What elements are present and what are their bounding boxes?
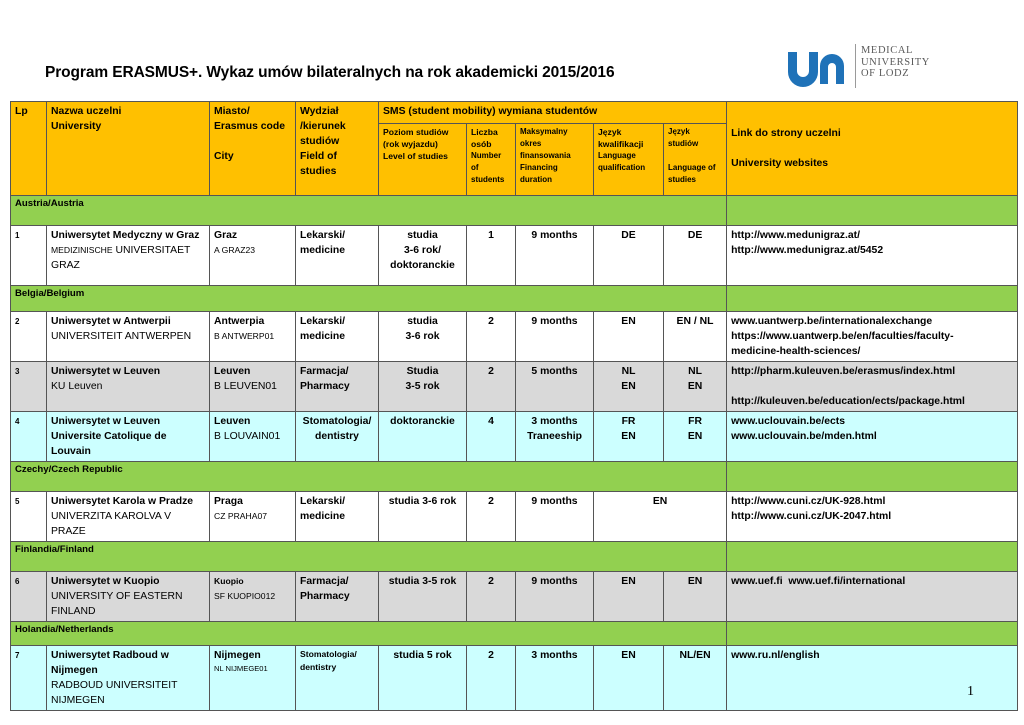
university-name-local: NIJMEGEN [51, 695, 105, 706]
lang-line: FR [621, 416, 636, 427]
row-faculty [296, 362, 379, 412]
header-link-en: University websites [731, 158, 829, 169]
header-lang-q-line: qualification [598, 163, 646, 172]
university-link[interactable]: www.uclouvain.be/ects [731, 416, 846, 427]
header-city-pl: Miasto/ [214, 106, 250, 117]
country-label: Czechy/Czech Republic [11, 462, 727, 492]
header-lang-q-line: kwalifikacji [598, 139, 644, 149]
row-lp: 1 [11, 226, 47, 286]
university-name-pl: Uniwersytet Medyczny w Graz [51, 230, 200, 241]
row-duration: 9 months [516, 492, 594, 542]
row-faculty [296, 226, 379, 286]
header-duration-line: Financing [520, 163, 558, 172]
row-city [210, 646, 296, 711]
header-count-line: Number [471, 151, 502, 160]
row-faculty [296, 492, 379, 542]
row-links [727, 362, 1018, 412]
country-row-belgium [11, 286, 1018, 312]
header-sms: SMS (student mobility) wymiana studentów [379, 102, 727, 124]
university-name-local: UNIVERZITA KAROLVA V [51, 511, 172, 522]
duration-line: 3 months [531, 416, 578, 427]
university-name-local: KU Leuven [51, 381, 103, 392]
row-duration [516, 412, 594, 462]
row-students: 4 [467, 412, 516, 462]
header-link [727, 102, 1018, 196]
university-link[interactable]: http://kuleuven.be/education/ects/package.html [731, 396, 965, 407]
university-name-local: Universite Catolique de [51, 431, 167, 442]
university-link[interactable]: www.uantwerp.be/internationalexchange [731, 316, 933, 327]
row-level [379, 362, 467, 412]
row-university [47, 572, 210, 622]
header-level-line: (rok wyjazdu) [383, 139, 438, 149]
row-students: 2 [467, 312, 516, 362]
level-line: 3-6 rok [405, 331, 440, 342]
erasmus-code: B ANTWERP01 [214, 331, 275, 341]
university-name-local: PRAZE [51, 526, 86, 537]
university-link[interactable]: http://pharm.kuleuven.be/erasmus/index.html [731, 366, 956, 377]
um-logo-mark [786, 48, 850, 88]
faculty-line: Lekarski/ [300, 316, 346, 327]
header-level [379, 124, 467, 196]
row-faculty [296, 646, 379, 711]
row-lang-studies: EN / NL [664, 312, 727, 362]
logo-divider [855, 44, 856, 88]
level-line: studia [407, 316, 438, 327]
faculty-line: Stomatologia/ [302, 416, 372, 427]
country-label: Austria/Austria [11, 196, 727, 226]
university-link[interactable]: http://www.cuni.cz/UK-2047.html [731, 511, 892, 522]
table-row [11, 492, 1018, 542]
row-links [727, 412, 1018, 462]
header-faculty-line: studies [300, 166, 337, 177]
row-duration: 5 months [516, 362, 594, 412]
erasmus-code: NL NIJMEGE01 [214, 664, 268, 673]
row-students: 2 [467, 492, 516, 542]
country-label: Finlandia/Finland [11, 542, 727, 572]
header-lang-s-line: studies [668, 175, 697, 184]
row-university [47, 312, 210, 362]
university-link[interactable]: medicine-health-sciences/ [731, 346, 861, 357]
row-lang-studies [664, 362, 727, 412]
university-name-pl: Uniwersytet w Leuven [51, 366, 161, 377]
header-faculty-line: /kierunek [300, 121, 346, 132]
row-duration: 9 months [516, 572, 594, 622]
row-lp: 5 [11, 492, 47, 542]
lang-line: EN [687, 431, 703, 442]
level-line: doktoranckie [390, 260, 455, 271]
faculty-line: medicine [300, 511, 346, 522]
faculty-line: medicine [300, 331, 346, 342]
header-level-line: Level of studies [383, 151, 448, 161]
header-count-line: of [471, 163, 479, 172]
row-lang-qualification [594, 412, 664, 462]
header-university-en: University [51, 121, 102, 132]
faculty-line: Pharmacy [300, 591, 350, 602]
faculty-line: Farmacja/ [300, 576, 349, 587]
row-university [47, 492, 210, 542]
faculty-line: medicine [300, 245, 346, 256]
faculty-line: Lekarski/ [300, 230, 346, 241]
logo-line: MEDICAL [861, 45, 914, 56]
row-duration: 9 months [516, 312, 594, 362]
university-name-pl: Uniwersytet w Leuven [51, 416, 161, 427]
lang-line: EN [621, 381, 636, 392]
lang-line: EN [621, 431, 636, 442]
erasmus-code: SF KUOPIO012 [214, 591, 276, 601]
faculty-line: Stomatologia/ [300, 649, 357, 659]
country-row-finland [11, 542, 1018, 572]
city-name: Nijmegen [214, 650, 261, 661]
header-lang-q-line: Język [598, 127, 622, 137]
table-row [11, 226, 1018, 286]
row-city [210, 572, 296, 622]
lang-line: EN [687, 381, 703, 392]
table-row [11, 572, 1018, 622]
university-link[interactable]: www.uclouvain.be/mden.html [731, 431, 877, 442]
row-students: 2 [467, 362, 516, 412]
header-faculty-line: studiów [300, 136, 340, 147]
row-city [210, 492, 296, 542]
duration-line: Traneeship [527, 431, 582, 442]
header-university [47, 102, 210, 196]
row-links [727, 226, 1018, 286]
header-duration-line: finansowania [520, 151, 571, 160]
header-level-line: Poziom studiów [383, 127, 449, 137]
row-duration: 3 months [516, 646, 594, 711]
header-lang-s-line: studiów [668, 139, 699, 148]
faculty-line: Farmacja/ [300, 366, 349, 377]
row-lp: 7 [11, 646, 47, 711]
university-link[interactable]: http://www.medunigraz.at/5452 [731, 245, 884, 256]
header-duration [516, 124, 594, 196]
university-logo [786, 42, 936, 92]
logo-line: OF LODZ [861, 68, 910, 79]
page-number: 1 [967, 684, 974, 699]
city-name: Kuopio [214, 576, 244, 586]
header-lang-qualification [594, 124, 664, 196]
university-name-local: UNIVERSITEIT ANTWERPEN [51, 331, 192, 342]
header-city-en: City [214, 151, 234, 162]
country-row-czech [11, 462, 1018, 492]
row-students: 2 [467, 646, 516, 711]
table-row [11, 412, 1018, 462]
level-line: Studia [406, 366, 439, 377]
university-name-local: MEDIZINISCHE [51, 245, 113, 255]
lang-line: NL [688, 366, 702, 377]
city-name: Praga [214, 496, 243, 507]
header-lang-s-line: Language of [668, 163, 716, 172]
country-label: Holandia/Netherlands [11, 622, 727, 646]
header-lang-studies [664, 124, 727, 196]
row-lp: 2 [11, 312, 47, 362]
university-name-pl: Uniwersytet Karola w Pradze [51, 496, 194, 507]
row-duration: 9 months [516, 226, 594, 286]
university-name-local: Louvain [51, 446, 91, 457]
header-duration-line: Maksymalny [520, 127, 568, 136]
city-name: Leuven [214, 366, 251, 377]
row-students: 1 [467, 226, 516, 286]
faculty-line: dentistry [300, 662, 337, 672]
table-row [11, 362, 1018, 412]
header-duration-line: okres [520, 139, 542, 148]
city-name: Leuven [214, 416, 251, 427]
row-lang-studies: DE [664, 226, 727, 286]
university-name-pl: Uniwersytet Radboud w [51, 650, 169, 661]
university-name-local: UNIVERSITY OF EASTERN [51, 591, 183, 602]
row-lp: 6 [11, 572, 47, 622]
row-city [210, 362, 296, 412]
university-link[interactable]: http://www.cuni.cz/UK-928.html [731, 496, 886, 507]
header-faculty-line: Field of [300, 151, 337, 162]
row-lang-studies [664, 412, 727, 462]
row-city [210, 226, 296, 286]
row-lang-qualification: EN [594, 312, 664, 362]
university-link[interactable]: www.uef.fi www.uef.fi/international [727, 572, 1018, 622]
level-line: 3-6 rok/ [404, 245, 441, 256]
row-lang-qualification [594, 362, 664, 412]
row-level: studia 3-5 rok [379, 572, 467, 622]
header-duration-line: duration [520, 175, 552, 184]
row-university [47, 646, 210, 711]
row-city [210, 312, 296, 362]
row-lang-qualification: EN [594, 646, 664, 711]
header-count-line: Liczba [471, 127, 498, 137]
university-name-pl: Uniwersytet w Antwerpii [51, 316, 171, 327]
header-university-pl: Nazwa uczelni [51, 106, 122, 117]
university-name-local: UNIVERSITAET GRAZ [51, 245, 191, 271]
row-faculty [296, 572, 379, 622]
row-language: EN [594, 492, 727, 542]
row-university [47, 362, 210, 412]
header-faculty [296, 102, 379, 196]
header-lang-s-line: Język [668, 127, 690, 136]
university-link[interactable]: www.ru.nl/english [727, 646, 1018, 711]
row-lang-qualification: DE [594, 226, 664, 286]
row-students: 2 [467, 572, 516, 622]
logo-line: UNIVERSITY [861, 56, 930, 68]
row-lang-studies: NL/EN [664, 646, 727, 711]
university-link[interactable]: http://www.medunigraz.at/ [731, 230, 860, 241]
university-link[interactable]: https://www.uantwerp.be/en/faculties/faculty- [731, 331, 954, 342]
erasmus-code: B LEUVEN01 [214, 381, 277, 392]
page-title: Program ERASMUS+. Wykaz umów bilateralnych na rok akademicki 2015/2016 [45, 64, 615, 81]
city-name: Graz [214, 230, 238, 241]
faculty-line: dentistry [315, 431, 359, 442]
row-lang-qualification: EN [594, 572, 664, 622]
header-lang-q-line: Language [598, 151, 636, 160]
header-count [467, 124, 516, 196]
agreements-table [10, 101, 1018, 711]
row-level: studia 3-6 rok [379, 492, 467, 542]
row-level: studia 5 rok [379, 646, 467, 711]
header-city [210, 102, 296, 196]
university-name-pl: Nijmegen [51, 665, 98, 676]
university-name-local: RADBOUD UNIVERSITEIT [51, 680, 178, 691]
row-lp: 3 [11, 362, 47, 412]
table-header-row [11, 102, 1018, 124]
row-level [379, 312, 467, 362]
erasmus-code: B LOUVAIN01 [214, 431, 281, 442]
erasmus-code: CZ PRAHA07 [214, 511, 268, 521]
city-name: Antwerpia [214, 316, 265, 327]
row-university [47, 226, 210, 286]
university-name-local: FINLAND [51, 606, 96, 617]
logo-text [861, 45, 930, 80]
header-erasmus-code: Erasmus code [214, 121, 286, 132]
row-university [47, 412, 210, 462]
header-lp: Lp [11, 102, 47, 196]
level-line: studia [407, 230, 438, 241]
row-level: doktoranckie [379, 412, 467, 462]
row-faculty [296, 412, 379, 462]
table-row [11, 646, 1018, 711]
row-level [379, 226, 467, 286]
faculty-line: Pharmacy [300, 381, 350, 392]
row-links [727, 312, 1018, 362]
country-row-netherlands [11, 622, 1018, 646]
faculty-line: Lekarski/ [300, 496, 346, 507]
row-links [727, 492, 1018, 542]
level-line: 3-5 rok [405, 381, 440, 392]
lang-line: FR [688, 416, 702, 427]
row-lang-studies: EN [664, 572, 727, 622]
erasmus-code: A GRAZ23 [214, 245, 256, 255]
university-name-pl: Uniwersytet w Kuopio [51, 576, 160, 587]
row-lp: 4 [11, 412, 47, 462]
row-city [210, 412, 296, 462]
header-link-pl: Link do strony uczelni [731, 128, 841, 139]
table-row [11, 312, 1018, 362]
country-label: Belgia/Belgium [11, 286, 727, 312]
country-row-austria [11, 196, 1018, 226]
header-faculty-line: Wydział [300, 106, 339, 117]
lang-line: NL [621, 366, 636, 377]
header-count-line: osób [471, 139, 492, 149]
row-faculty [296, 312, 379, 362]
header-count-line: students [471, 175, 505, 184]
